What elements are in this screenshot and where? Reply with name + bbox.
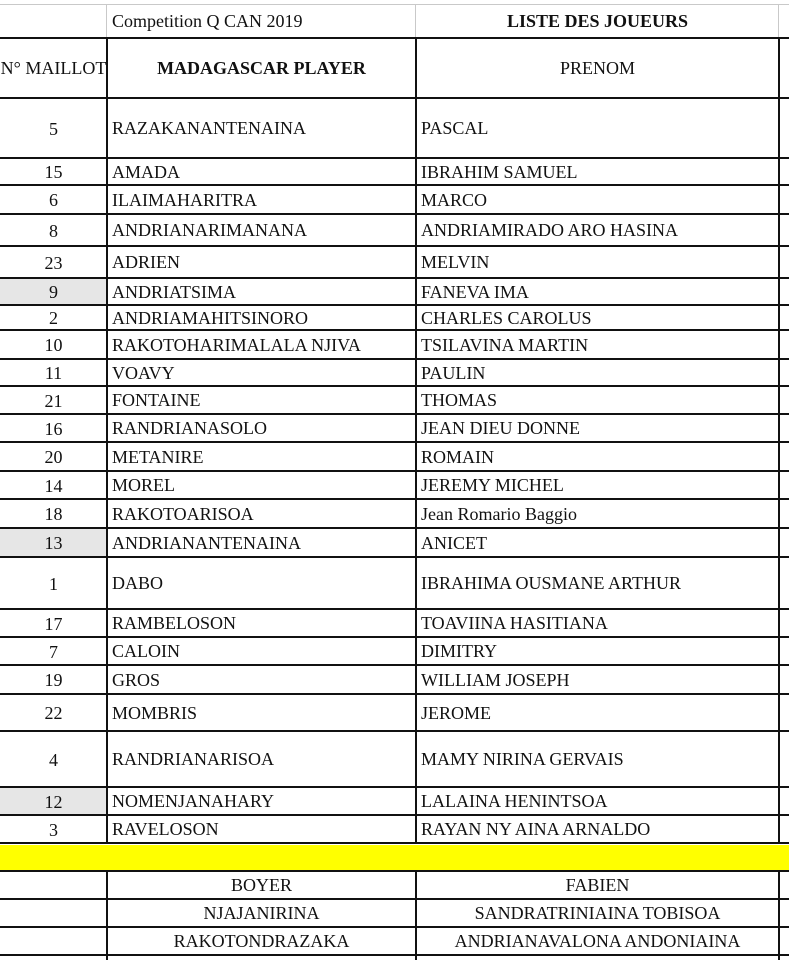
player-firstname: ANDRIAMIRADO ARO HASINA [421,220,679,240]
player-firstname: JEREMY MICHEL [421,475,564,495]
player-firstname: Jean Romario Baggio [421,503,577,524]
player-name: CALOIN [112,641,180,661]
player-firstname: PAULIN [421,362,486,383]
reserve-firstname: SANDRATRINIAINA TOBISOA [474,903,721,923]
column-divider [778,37,780,844]
row-divider [0,470,789,472]
player-name: ILAIMAHARITRA [112,189,257,210]
row-divider [0,413,789,415]
jersey-number: 18 [44,504,63,524]
player-name: RAKOTOARISOA [112,503,254,524]
row-divider [0,556,789,558]
column-divider [415,4,416,37]
reserve-name: RAKOTONDRAZAKA [173,931,350,951]
row-divider [0,898,789,900]
jersey-number: 14 [44,475,63,496]
header-number: N° MAILLOT [0,57,107,78]
row-divider [0,385,789,387]
reserve-name: BOYER [230,875,292,895]
row-divider [0,4,789,5]
player-name: FONTAINE [112,390,201,410]
column-divider [778,870,780,960]
player-firstname: IBRAHIMA OUSMANE ARTHUR [421,573,681,593]
jersey-number: 6 [49,190,58,210]
player-name: DABO [112,573,164,593]
list-title: LISTE DES JOUEURS [506,11,689,31]
column-divider [415,870,417,960]
player-firstname: THOMAS [421,390,498,410]
jersey-number: 20 [44,447,63,467]
jersey-number: 4 [49,749,58,770]
reserve-firstname: ANDRIANAVALONA ANDONIAINA [454,931,741,951]
row-divider [0,926,789,928]
player-firstname: JEROME [421,702,492,723]
player-name: RANDRIANASOLO [112,418,268,438]
player-firstname: TSILAVINA MARTIN [421,334,589,355]
competition-title: Competition Q CAN 2019 [112,11,303,31]
row-divider [0,693,789,695]
jersey-number: 8 [49,220,58,241]
row-divider [0,608,789,610]
row-divider [0,730,789,732]
player-firstname: WILLIAM JOSEPH [421,669,570,690]
row-divider [0,664,789,666]
column-divider [415,37,417,844]
row-divider [0,527,789,529]
row-divider [0,636,789,638]
jersey-number: 23 [44,252,63,273]
row-divider [0,358,789,360]
player-name: MOREL [112,475,175,495]
row-divider [0,954,789,956]
player-firstname: ANICET [421,532,487,553]
row-divider [0,157,789,159]
row-divider [0,498,789,500]
row-divider [0,213,789,215]
player-name: RAKOTOHARIMALALA NJIVA [112,334,361,355]
jersey-number: 1 [49,573,58,594]
row-divider [0,786,789,788]
player-name: METANIRE [112,446,204,467]
player-firstname: JEAN DIEU DONNE [421,418,580,438]
player-firstname: TOAVIINA HASITIANA [421,613,608,633]
player-firstname: RAYAN NY AINA ARNALDO [421,819,651,839]
row-divider [0,814,789,816]
row-divider [0,277,789,279]
player-name: MOMBRIS [112,702,198,723]
row-divider [0,37,789,39]
jersey-number: 15 [44,162,63,182]
jersey-number: 2 [49,308,58,328]
player-firstname: FANEVA IMA [421,281,529,302]
column-divider [106,37,108,844]
player-name: RAVELOSON [112,819,219,839]
column-divider [106,4,107,37]
player-name: ANDRIAMAHITSINORO [112,307,308,328]
reserve-firstname: FABIEN [565,875,630,895]
row-divider [0,245,789,247]
jersey-number: 3 [49,819,58,840]
row-divider [0,842,789,844]
player-name: NOMENJANAHARY [112,791,275,811]
column-divider [778,4,779,37]
header-firstname: PRENOM [559,58,635,78]
row-divider [0,184,789,186]
yellow-separator [0,845,789,870]
row-divider [0,329,789,331]
player-firstname: CHARLES CAROLUS [421,307,592,328]
row-divider [0,870,789,872]
jersey-number: 5 [49,118,58,139]
column-divider [106,870,108,960]
player-name: ANDRIANARIMANANA [112,220,307,240]
jersey-number: 12 [0,788,107,815]
jersey-number: 9 [0,279,107,305]
player-name: AMADA [112,161,181,182]
player-firstname: DIMITRY [421,641,497,661]
row-divider [0,441,789,443]
header-player: MADAGASCAR PLAYER [157,58,366,78]
jersey-number: 16 [44,418,63,439]
jersey-number: 10 [44,335,63,355]
player-firstname: ROMAIN [421,446,495,467]
player-firstname: IBRAHIM SAMUEL [421,161,578,182]
player-name: ANDRIANANTENAINA [112,532,301,553]
player-name: GROS [112,669,161,690]
player-firstname: MAMY NIRINA GERVAIS [421,749,624,769]
player-firstname: MARCO [421,189,488,210]
player-name: ADRIEN [112,252,180,272]
player-name: ANDRIATSIMA [112,281,237,302]
row-divider [0,304,789,306]
row-divider [0,97,789,99]
reserve-name: NJAJANIRINA [203,903,320,923]
jersey-number: 17 [44,613,63,634]
player-firstname: MELVIN [421,252,490,272]
player-name: RAZAKANANTENAINA [112,118,306,138]
jersey-number: 19 [44,670,63,690]
jersey-number: 7 [49,641,58,662]
player-firstname: LALAINA HENINTSOA [421,791,608,811]
jersey-number: 21 [44,390,63,411]
jersey-number: 13 [0,529,107,557]
jersey-number: 11 [44,363,63,383]
player-name: VOAVY [112,362,175,383]
jersey-number: 22 [44,703,63,723]
player-firstname: PASCAL [421,118,489,138]
player-name: RAMBELOSON [112,613,237,633]
player-name: RANDRIANARISOA [112,749,275,769]
